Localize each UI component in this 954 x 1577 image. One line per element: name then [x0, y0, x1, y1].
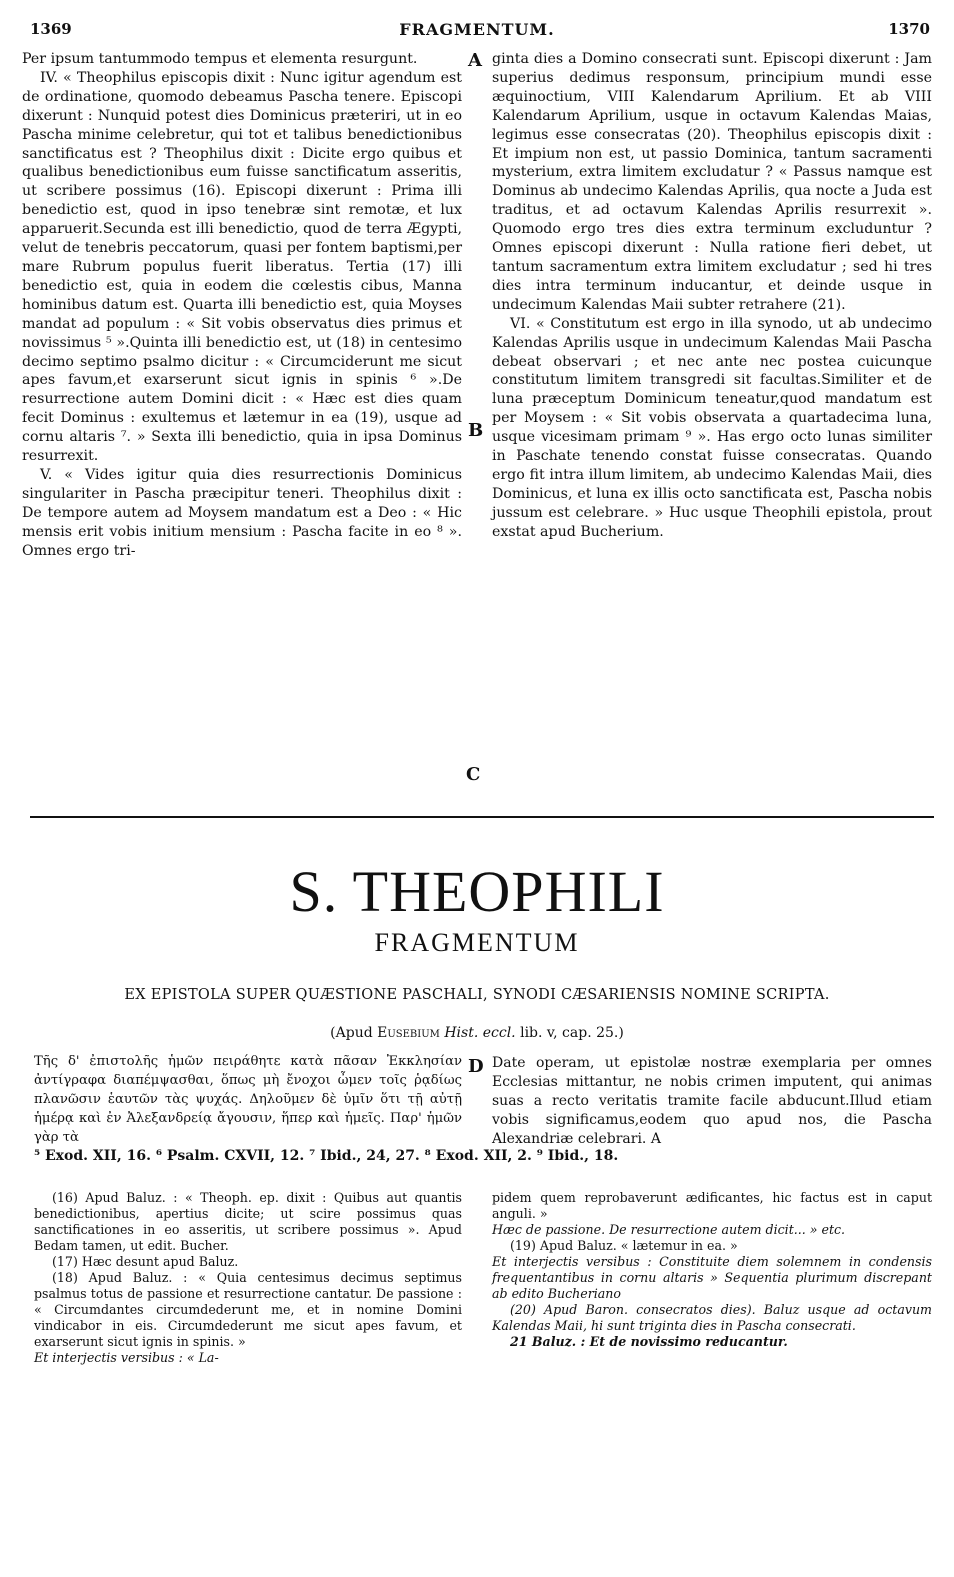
right-paragraph-2: VI. « Constitutum est ergo in illa synodo, ut ab undecimo Kalendas Aprilis usque in undecimum Kalendas Maii Pascha debeat observari ; et nec ante nec postea cuicunque constitutum limitem transgredi sit facultas.Similiter et de luna præceptum Dominicum teneatur,quod mandatum est per Moysem : « Sit vobis observata a quartadecima luna, usque vicesimam primam ⁹ ». Has ergo octo lunas similiter in Paschate tenendo constat fuisse consecratas. Quando ergo fit intra illum limitem, ab undecimo Kalendas Maii, dies Dominicus, et luna ex illis octo sanctificata est, Pascha nobis jussum est celebrare. » Huc usque Theophili epistola, prout exstat apud Bucherium. [492, 315, 932, 540]
footnote-20: (20) Apud Baron. consecratos dies). Baluz usque ad octavum Kalendas Maii, hi sunt triginta dies in Pascha consecrati. [492, 1302, 932, 1333]
footnote-19-continuation: Et interjectis versibus : Constituite diem solemnem in condensis frequentantibus in cornu altaris » Sequentia plurimum discrepant ab edito Bucheriano [492, 1254, 932, 1301]
section-subtitle: FRAGMENTUM [374, 928, 580, 957]
left-column [22, 50, 462, 560]
source-citation [0, 1025, 954, 1041]
left-paragraph-1: Per ipsum tantummodo tempus et elementa resurgunt. [22, 51, 418, 67]
apud-author: Eusebium [377, 1025, 440, 1041]
apud-work: Hist. eccl. [439, 1025, 516, 1041]
margin-letter-d: D [468, 1056, 484, 1077]
page-number-right: 1370 [888, 20, 930, 38]
running-title: FRAGMENTUM. [399, 20, 555, 39]
footnote-16: (16) Apud Baluz. : « Theoph. ep. dixit : Quibus aut quantis benedictionibus, apertius dicite; ut scire possimus quas sanctificationes in eo asseritis, ut scribere possimus ». Apud Bedam tamen, ut edit. Bucher. [34, 1190, 462, 1253]
greek-text: Τῆς δ' ἐπιστολῆς ἡμῶν πειράθητε κατὰ πᾶσαν Ἐκκλησίαν ἀντίγραφα διαπέμψασθαι, ὅπως μὴ ἔνοχοι ὦμεν τοῖς ῥᾳδίως πλανῶσιν ἑαυτῶν τὰς ψυχάς. Δηλοῦμεν δὲ ὑμῖν ὅτι τῇ αὐτῇ ἡμέρᾳ καὶ ἐν Ἀλεξανδρείᾳ ἄγουσιν, ἥπερ καὶ ἡμεῖς. Παρ' ἡμῶν γὰρ τὰ [34, 1054, 462, 1145]
margin-letter-a: A [468, 50, 482, 71]
footnote-17: (17) Hæc desunt apud Baluz. [52, 1254, 239, 1269]
footnote-18-end-italic: Hæc de passione. De resurrectione autem dicit... » etc. [492, 1222, 846, 1237]
apud-prefix: (Apud [330, 1025, 378, 1041]
right-paragraph-1: ginta dies a Domino consecrati sunt. Episcopi dixerunt : Jam superius dedimus responsum, principium mundi esse æquinoctium, VIII Kalendarum Aprilium. Et ab VIII Kalendarum Aprilium, usque in octavum Kalendas Maias, legimus esse consecratas (20). Theophilus episcopis dixit : Et impium non est, ut passio Dominica, tantum sacramenti mysterium, extra limitem excludatur ? « Passus namque est Dominus ab undecimo Kalendas Aprilis, qua nocte a Juda est traditus, et ad octavum Kalendas Aprilis resurrexit ». Quomodo ergo tres dies extra terminum excluduntur ? Omnes episcopi dixerunt : Nulla ratione fieri debet, ut tantum sacramentum extra limitem excludatur ; sed hi tres dies intra terminum inducantur, et deinde usque in undecimum Kalendas Maii subter retrahere (21). [492, 51, 932, 313]
left-paragraph-2: IV. « Theophilus episcopis dixit : Nunc igitur agendum est de ordinatione, quomodo debeamus Pascha tenere. Episcopi dixerunt : Nunquid potest dies Dominicus præteriri, ut in eo Pascha minime celebretur, qui tot et talibus benedictionibus sanctificatus est ? Theophilus dixit : Dicite ergo quibus et qualibus benedictionibus eum fuisse sanctificatum asseritis, ut scribere possimus (16). Episcopi dixerunt : Prima illi benedictio est, quod in ipso tenebræ sint remotæ, et lux apparuerit.Secunda est illi benedictio, quod de terra Ægypti, velut de tenebris peccatorum, quasi per fontem baptismi,per mare Rubrum populus fuerit liberatus. Tertia (17) illi benedictio est, quia in eodem die cœlestis cibus, Manna hominibus datum est. Quarta illi benedictio est, quia Moyses mandat ad populum : « Sit vobis observatus dies primus et novissimus ⁵ ».Quinta illi benedictio est, ut (18) in centesimo decimo septimo psalmo dicitur : « Circumciderunt me sicut apes favum,et exarserunt sicut ignis in spinis ⁶ ».De resurrectione autem Domini dicit : « Hæc est dies quam fecit Dominus : exultemus et lætemur in ea (19), usque ad cornu altaris ⁷. » Sexta illi benedictio, quia in ipsa Dominus resurrexit. [22, 69, 462, 465]
apud-suffix: lib. v, cap. 25.) [515, 1025, 624, 1041]
footnote-18-end: pidem quem reprobaverunt ædificantes, hic factus est in caput anguli. » [492, 1190, 932, 1221]
footnote-18-continuation: Et interjectis versibus : « La- [34, 1350, 219, 1365]
footnotes-right [492, 1190, 932, 1350]
source-line: EX EPISTOLA SUPER QUÆSTIONE PASCHALI, SYNODI CÆSARIENSIS NOMINE SCRIPTA. [124, 987, 830, 1003]
scripture-references: ⁵ Exod. XII, 16. ⁶ Psalm. CXVII, 12. ⁷ Ibid., 24, 27. ⁸ Exod. XII, 2. ⁹ Ibid., 18. [34, 1148, 619, 1164]
footnote-21: 21 Baluz. : Et de novissimo reducantur. [510, 1334, 788, 1349]
section-rule [30, 816, 934, 818]
section-title: S. THEOPHILI [289, 859, 665, 924]
page-number-left: 1369 [30, 20, 72, 38]
footnotes-left [34, 1190, 462, 1366]
left-paragraph-3: V. « Vides igitur quia dies resurrectionis Dominicus singulariter in Pascha præcipitur teneri. Theophilus dixit : De tempore autem ad Moysem mandatum est a Deo : « Hic mensis erit vobis initium mensium : Pascha facite in eo ⁸ ». Omnes ergo tri- [22, 466, 462, 559]
margin-letter-c: C [466, 764, 481, 785]
footnote-19: (19) Apud Baluz. « lætemur in ea. » [510, 1238, 738, 1253]
right-column [492, 50, 932, 542]
latin-translation: Date operam, ut epistolæ nostræ exemplaria per omnes Ecclesias mittantur, ne nobis crimen imputent, qui animas suas a recto veritatis tramite facile abducunt.Illud etiam vobis significamus,eodem quo apud nos, die Pascha Alexandriæ celebrari. A [492, 1055, 932, 1147]
margin-letter-b: B [468, 420, 484, 441]
footnote-18: (18) Apud Baluz. : « Quia centesimus decimus septimus psalmus totus de passione et resurrectione cantatur. De passione : « Circumdantes circumdederunt me, et in nomine Domini vindicabor in eis. Circumdederunt me sicut apes favum, et exarserunt sicut ignis in spinis. » [34, 1270, 462, 1349]
